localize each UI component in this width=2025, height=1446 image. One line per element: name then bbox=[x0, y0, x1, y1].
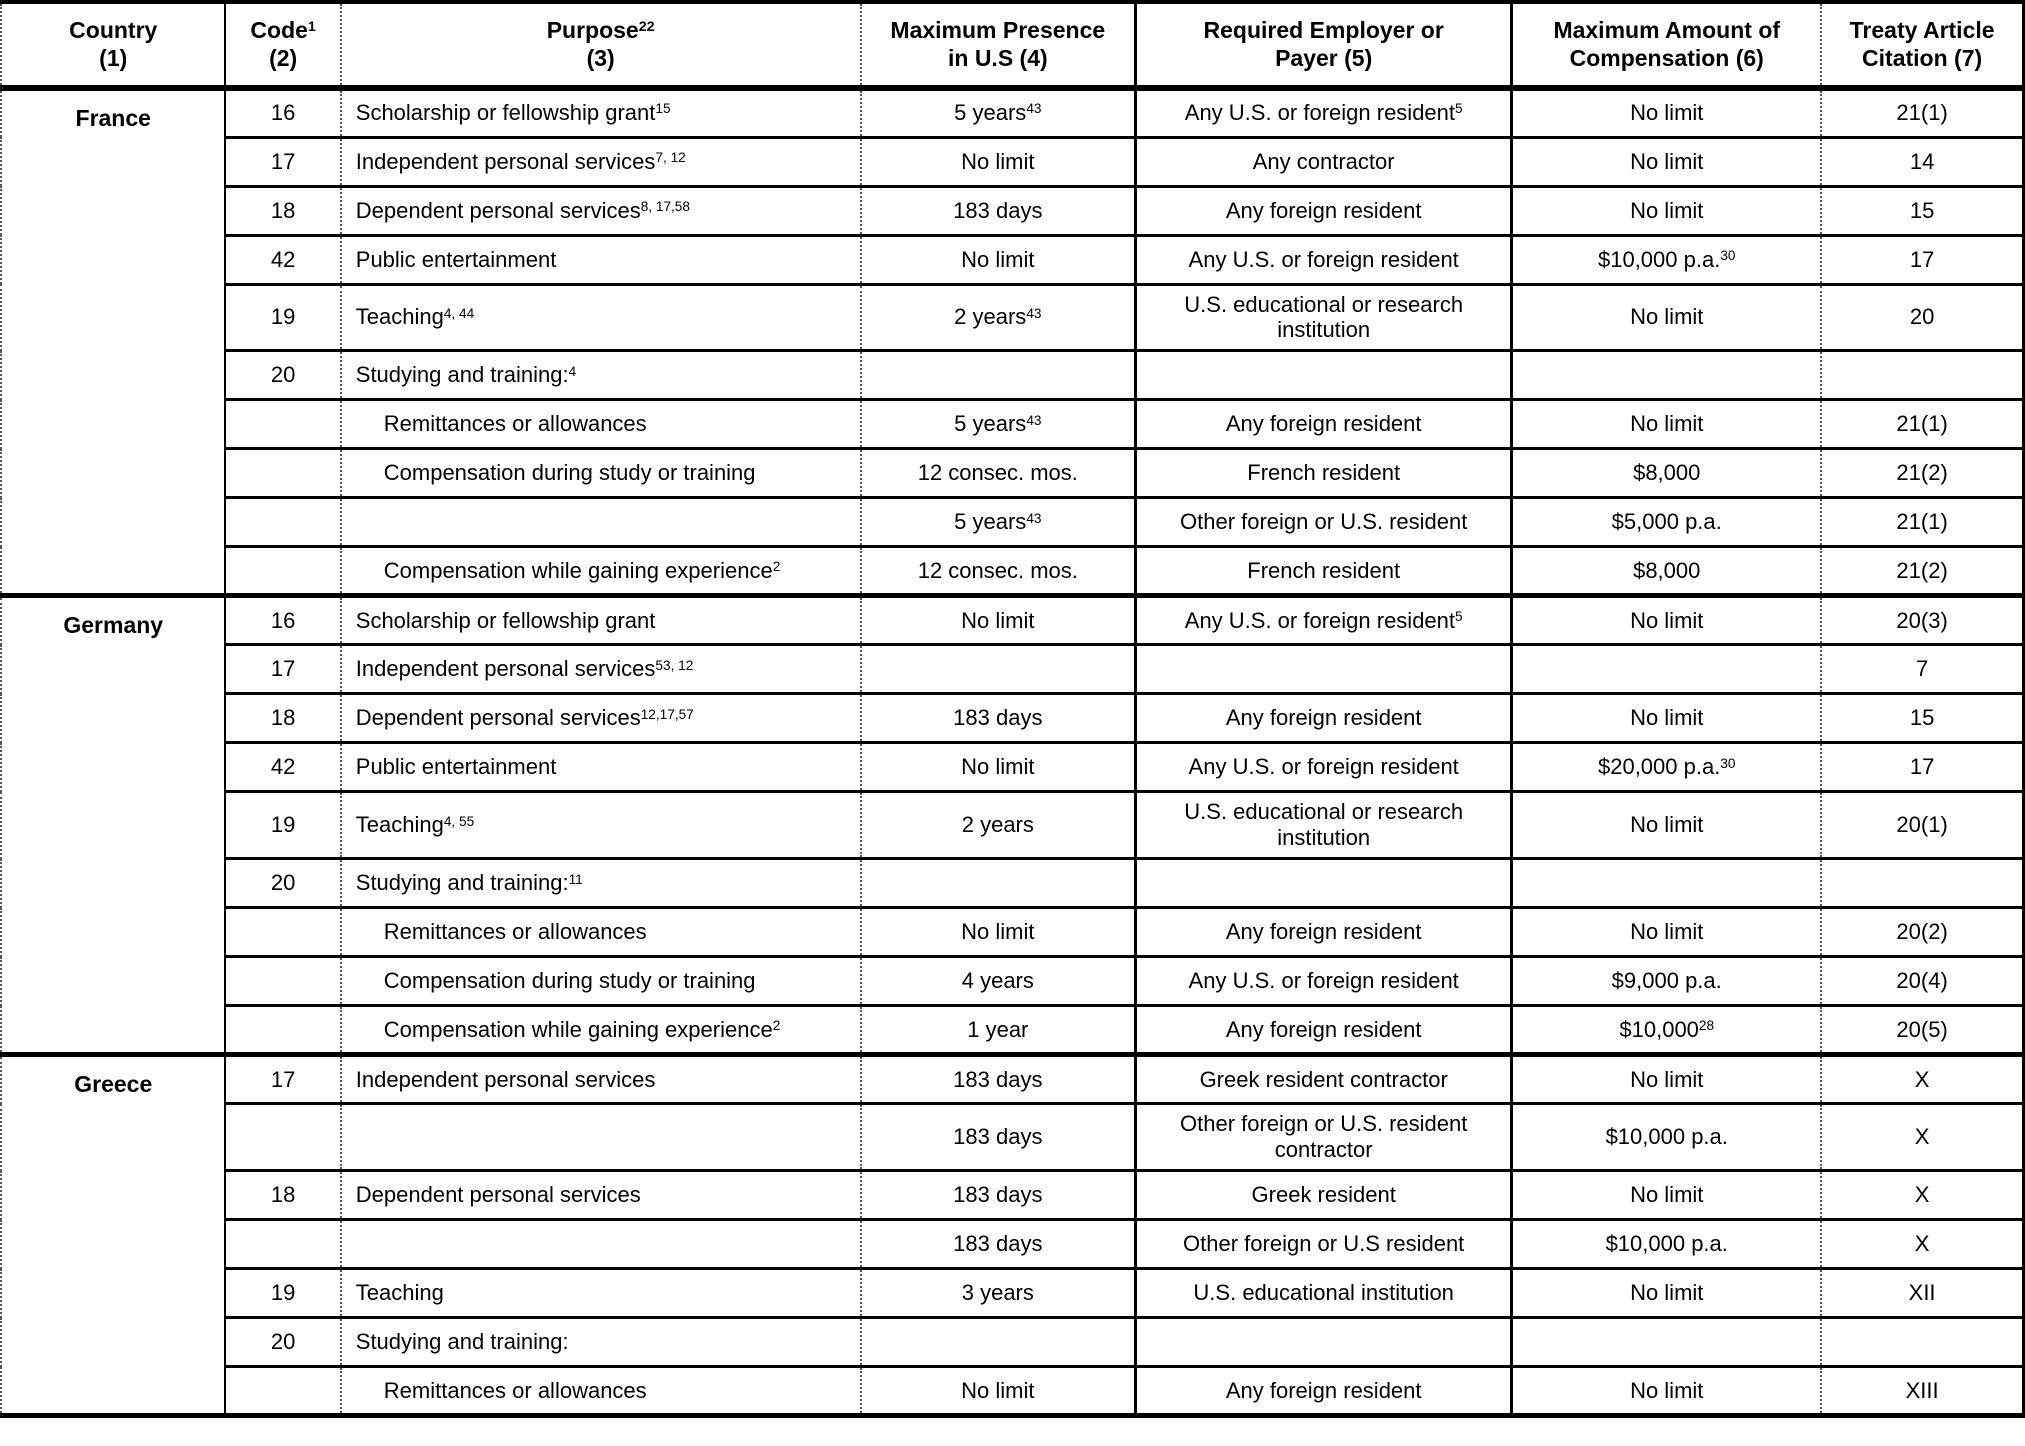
table-row bbox=[1, 137, 2024, 186]
purpose-cell: Independent personal services$^{7, 12}$ bbox=[341, 137, 861, 186]
table-row bbox=[1, 351, 2024, 400]
purpose-cell bbox=[341, 498, 861, 547]
code-cell bbox=[225, 1104, 340, 1171]
presence-cell: 12 consec. mos. bbox=[861, 449, 1136, 498]
payer-cell: U.S. educational or research institution bbox=[1136, 792, 1512, 859]
presence-cell: 12 consec. mos. bbox=[861, 547, 1136, 596]
payer-cell: Any foreign resident bbox=[1136, 1006, 1512, 1055]
footnote-superscript: 22 bbox=[638, 19, 655, 36]
code-cell bbox=[225, 1367, 340, 1416]
purpose-cell: Compensation during study or training bbox=[341, 957, 861, 1006]
table-row bbox=[1, 645, 2024, 694]
footnote-superscript: 5 bbox=[1455, 101, 1463, 117]
presence-cell: 5 years$^{43}$ bbox=[861, 400, 1136, 449]
presence-cell: 4 years bbox=[861, 957, 1136, 1006]
purpose-cell: Public entertainment bbox=[341, 743, 861, 792]
code-cell: 17 bbox=[225, 1055, 340, 1104]
presence-cell: 2 years$^{43}$ bbox=[861, 284, 1136, 351]
amount-cell: No limit bbox=[1512, 137, 1821, 186]
citation-cell bbox=[1821, 351, 2023, 400]
column-header-line: (2) bbox=[269, 44, 298, 71]
presence-cell: No limit bbox=[861, 596, 1136, 645]
purpose-cell: Dependent personal services$^{8, 17,58}$ bbox=[341, 186, 861, 235]
purpose-cell: Scholarship or fellowship grant$^{15}$ bbox=[341, 88, 861, 137]
citation-cell: 20(2) bbox=[1821, 908, 2023, 957]
purpose-cell: Teaching bbox=[341, 1269, 861, 1318]
column-header-line: in U.S (4) bbox=[947, 44, 1048, 71]
purpose-cell: Studying and training:$^4$ bbox=[341, 351, 861, 400]
citation-cell: 21(1) bbox=[1821, 400, 2023, 449]
column-header-code bbox=[225, 2, 340, 88]
citation-cell: 21(2) bbox=[1821, 547, 2023, 596]
amount-cell: $10,000 p.a. bbox=[1512, 1220, 1821, 1269]
column-header-payer bbox=[1136, 2, 1512, 88]
citation-cell: 14 bbox=[1821, 137, 2023, 186]
purpose-cell: Independent personal services$^{53, 12}$ bbox=[341, 645, 861, 694]
amount-cell: No limit bbox=[1512, 694, 1821, 743]
footnote-superscript: 43 bbox=[1026, 510, 1042, 526]
amount-cell: $8,000 bbox=[1512, 449, 1821, 498]
citation-cell: 20(5) bbox=[1821, 1006, 2023, 1055]
code-cell: 17 bbox=[225, 645, 340, 694]
payer-cell bbox=[1136, 351, 1512, 400]
column-header-line: Payer (5) bbox=[1275, 44, 1373, 71]
payer-cell: U.S. educational or research institution bbox=[1136, 284, 1512, 351]
presence-cell: 183 days bbox=[861, 186, 1136, 235]
column-header-purpose bbox=[341, 2, 861, 88]
amount-cell: No limit bbox=[1512, 596, 1821, 645]
footnote-superscript: 30 bbox=[1720, 247, 1736, 263]
citation-cell: 15 bbox=[1821, 694, 2023, 743]
footnote-superscript: 4, 55 bbox=[443, 813, 475, 829]
payer-cell: Any foreign resident bbox=[1136, 400, 1512, 449]
purpose-cell: Compensation while gaining experience$^2$ bbox=[341, 547, 861, 596]
footnote-superscript: 11 bbox=[568, 871, 583, 887]
payer-cell: Any foreign resident bbox=[1136, 908, 1512, 957]
amount-cell: $10,000$^{28}$ bbox=[1512, 1006, 1821, 1055]
code-cell bbox=[225, 449, 340, 498]
table-row bbox=[1, 694, 2024, 743]
amount-cell bbox=[1512, 1318, 1821, 1367]
code-cell: 20 bbox=[225, 351, 340, 400]
payer-cell: French resident bbox=[1136, 547, 1512, 596]
table-row bbox=[1, 235, 2024, 284]
code-cell: 20 bbox=[225, 1318, 340, 1367]
amount-cell bbox=[1512, 351, 1821, 400]
payer-cell: Other foreign or U.S resident bbox=[1136, 1220, 1512, 1269]
payer-cell bbox=[1136, 645, 1512, 694]
footnote-superscript: 7, 12 bbox=[655, 149, 686, 165]
column-header-line: Purpose$^{22}$ bbox=[546, 17, 655, 44]
column-header-line: Citation (7) bbox=[1862, 44, 1983, 71]
footnote-superscript: 12,17,57 bbox=[640, 706, 694, 722]
amount-cell: $20,000 p.a.$^{30}$ bbox=[1512, 743, 1821, 792]
purpose-cell bbox=[341, 1104, 861, 1171]
footnote-superscript: 43 bbox=[1026, 412, 1042, 428]
footnote-superscript: 1 bbox=[307, 19, 316, 36]
footnote-superscript: 2 bbox=[772, 559, 781, 575]
citation-cell: X bbox=[1821, 1104, 2023, 1171]
column-header-presence bbox=[861, 2, 1136, 88]
footnote-superscript: 4 bbox=[568, 363, 577, 379]
presence-cell: 1 year bbox=[861, 1006, 1136, 1055]
citation-cell: 20(1) bbox=[1821, 792, 2023, 859]
column-header-line: Compensation (6) bbox=[1569, 44, 1764, 71]
table-row bbox=[1, 1104, 2024, 1171]
code-cell bbox=[225, 1006, 340, 1055]
code-cell: 18 bbox=[225, 694, 340, 743]
purpose-cell: Remittances or allowances bbox=[341, 1367, 861, 1416]
amount-cell bbox=[1512, 859, 1821, 908]
citation-cell: 20(3) bbox=[1821, 596, 2023, 645]
amount-cell: No limit bbox=[1512, 284, 1821, 351]
code-cell: 20 bbox=[225, 859, 340, 908]
citation-cell: X bbox=[1821, 1055, 2023, 1104]
payer-cell: U.S. educational institution bbox=[1136, 1269, 1512, 1318]
table-row bbox=[1, 908, 2024, 957]
purpose-cell: Remittances or allowances bbox=[341, 908, 861, 957]
citation-cell: 20(4) bbox=[1821, 957, 2023, 1006]
amount-cell: $5,000 p.a. bbox=[1512, 498, 1821, 547]
table-row bbox=[1, 1220, 2024, 1269]
table-row bbox=[1, 792, 2024, 859]
presence-cell: 5 years$^{43}$ bbox=[861, 498, 1136, 547]
country-cell: Greece bbox=[1, 1055, 225, 1416]
table-header bbox=[1, 2, 2024, 88]
code-cell: 18 bbox=[225, 186, 340, 235]
code-cell: 42 bbox=[225, 235, 340, 284]
footnote-superscript: 2 bbox=[772, 1018, 781, 1034]
purpose-cell: Remittances or allowances bbox=[341, 400, 861, 449]
amount-cell: No limit bbox=[1512, 186, 1821, 235]
column-header-line: Treaty Article bbox=[1849, 17, 1995, 44]
footnote-superscript: 15 bbox=[655, 101, 671, 117]
citation-cell: X bbox=[1821, 1220, 2023, 1269]
presence-cell bbox=[861, 351, 1136, 400]
table-row bbox=[1, 1367, 2024, 1416]
presence-cell bbox=[861, 645, 1136, 694]
purpose-cell: Dependent personal services$^{12,17,57}$ bbox=[341, 694, 861, 743]
purpose-cell: Studying and training:$^{11}$ bbox=[341, 859, 861, 908]
presence-cell: 2 years bbox=[861, 792, 1136, 859]
presence-cell: No limit bbox=[861, 235, 1136, 284]
table-row bbox=[1, 547, 2024, 596]
purpose-cell: Dependent personal services bbox=[341, 1171, 861, 1220]
amount-cell: No limit bbox=[1512, 908, 1821, 957]
purpose-cell: Studying and training: bbox=[341, 1318, 861, 1367]
table-row bbox=[1, 88, 2024, 137]
payer-cell: French resident bbox=[1136, 449, 1512, 498]
code-cell bbox=[225, 908, 340, 957]
table-row bbox=[1, 1006, 2024, 1055]
presence-cell: 183 days bbox=[861, 694, 1136, 743]
code-cell: 19 bbox=[225, 792, 340, 859]
column-header-line: Code$^1$ bbox=[250, 17, 316, 44]
presence-cell bbox=[861, 859, 1136, 908]
table-row bbox=[1, 284, 2024, 351]
payer-cell: Any foreign resident bbox=[1136, 1367, 1512, 1416]
table-row bbox=[1, 449, 2024, 498]
payer-cell bbox=[1136, 1318, 1512, 1367]
citation-cell: 17 bbox=[1821, 235, 2023, 284]
column-header-line: (1) bbox=[99, 44, 128, 71]
column-header-line: (3) bbox=[586, 44, 615, 71]
payer-cell: Other foreign or U.S. resident contractor bbox=[1136, 1104, 1512, 1171]
citation-cell: 20 bbox=[1821, 284, 2023, 351]
amount-cell bbox=[1512, 645, 1821, 694]
presence-cell: 183 days bbox=[861, 1055, 1136, 1104]
amount-cell: No limit bbox=[1512, 1055, 1821, 1104]
purpose-cell: Public entertainment bbox=[341, 235, 861, 284]
footnote-superscript: 43 bbox=[1026, 101, 1042, 117]
table-row bbox=[1, 498, 2024, 547]
presence-cell: 183 days bbox=[861, 1104, 1136, 1171]
column-header-line: Country bbox=[69, 17, 158, 44]
purpose-cell: Teaching$^{4, 44}$ bbox=[341, 284, 861, 351]
table-row bbox=[1, 743, 2024, 792]
code-cell bbox=[225, 498, 340, 547]
citation-cell bbox=[1821, 859, 2023, 908]
citation-cell: 17 bbox=[1821, 743, 2023, 792]
payer-cell: Other foreign or U.S. resident bbox=[1136, 498, 1512, 547]
code-cell: 16 bbox=[225, 88, 340, 137]
payer-cell: Any contractor bbox=[1136, 137, 1512, 186]
footnote-superscript: 53, 12 bbox=[655, 657, 694, 673]
presence-cell: No limit bbox=[861, 137, 1136, 186]
payer-cell bbox=[1136, 859, 1512, 908]
payer-cell: Any U.S. or foreign resident$^5$ bbox=[1136, 88, 1512, 137]
payer-cell: Greek resident bbox=[1136, 1171, 1512, 1220]
payer-cell: Any U.S. or foreign resident bbox=[1136, 743, 1512, 792]
payer-cell: Any foreign resident bbox=[1136, 694, 1512, 743]
presence-cell bbox=[861, 1318, 1136, 1367]
table-body bbox=[1, 88, 2024, 1416]
table-row bbox=[1, 596, 2024, 645]
code-cell bbox=[225, 400, 340, 449]
citation-cell: 7 bbox=[1821, 645, 2023, 694]
purpose-cell: Compensation during study or training bbox=[341, 449, 861, 498]
country-cell: France bbox=[1, 88, 225, 596]
table-row bbox=[1, 400, 2024, 449]
payer-cell: Any U.S. or foreign resident bbox=[1136, 235, 1512, 284]
presence-cell: No limit bbox=[861, 743, 1136, 792]
country-cell: Germany bbox=[1, 596, 225, 1055]
footnote-superscript: 8, 17,58 bbox=[640, 198, 690, 214]
table-row bbox=[1, 957, 2024, 1006]
code-cell: 16 bbox=[225, 596, 340, 645]
citation-cell bbox=[1821, 1318, 2023, 1367]
code-cell: 42 bbox=[225, 743, 340, 792]
footnote-superscript: 43 bbox=[1026, 305, 1042, 321]
citation-cell: XII bbox=[1821, 1269, 2023, 1318]
presence-cell: 183 days bbox=[861, 1220, 1136, 1269]
purpose-cell: Independent personal services bbox=[341, 1055, 861, 1104]
code-cell bbox=[225, 957, 340, 1006]
amount-cell: No limit bbox=[1512, 1171, 1821, 1220]
purpose-cell: Teaching$^{4, 55}$ bbox=[341, 792, 861, 859]
footnote-superscript: 30 bbox=[1720, 755, 1736, 771]
payer-cell: Greek resident contractor bbox=[1136, 1055, 1512, 1104]
presence-cell: 183 days bbox=[861, 1171, 1136, 1220]
amount-cell: $10,000 p.a. bbox=[1512, 1104, 1821, 1171]
code-cell bbox=[225, 547, 340, 596]
table-row bbox=[1, 1171, 2024, 1220]
column-header-line: Maximum Presence bbox=[890, 17, 1106, 44]
footnote-superscript: 5 bbox=[1455, 609, 1463, 625]
purpose-cell: Compensation while gaining experience$^2$ bbox=[341, 1006, 861, 1055]
column-header-amount bbox=[1512, 2, 1821, 88]
table-row bbox=[1, 859, 2024, 908]
table-row bbox=[1, 1318, 2024, 1367]
amount-cell: No limit bbox=[1512, 1269, 1821, 1318]
footnote-superscript: 4, 44 bbox=[443, 305, 475, 321]
code-cell: 19 bbox=[225, 1269, 340, 1318]
citation-cell: 15 bbox=[1821, 186, 2023, 235]
column-header-citation bbox=[1821, 2, 2023, 88]
column-header-country bbox=[1, 2, 225, 88]
amount-cell: $9,000 p.a. bbox=[1512, 957, 1821, 1006]
column-header-line: Required Employer or bbox=[1203, 17, 1444, 44]
code-cell bbox=[225, 1220, 340, 1269]
column-header-line: Maximum Amount of bbox=[1553, 17, 1781, 44]
citation-cell: 21(2) bbox=[1821, 449, 2023, 498]
amount-cell: No limit bbox=[1512, 792, 1821, 859]
code-cell: 17 bbox=[225, 137, 340, 186]
amount-cell: $10,000 p.a.$^{30}$ bbox=[1512, 235, 1821, 284]
presence-cell: 3 years bbox=[861, 1269, 1136, 1318]
payer-cell: Any U.S. or foreign resident bbox=[1136, 957, 1512, 1006]
code-cell: 18 bbox=[225, 1171, 340, 1220]
citation-cell: XIII bbox=[1821, 1367, 2023, 1416]
payer-cell: Any U.S. or foreign resident$^5$ bbox=[1136, 596, 1512, 645]
presence-cell: No limit bbox=[861, 908, 1136, 957]
citation-cell: X bbox=[1821, 1171, 2023, 1220]
citation-cell: 21(1) bbox=[1821, 498, 2023, 547]
purpose-cell bbox=[341, 1220, 861, 1269]
presence-cell: No limit bbox=[861, 1367, 1136, 1416]
amount-cell: No limit bbox=[1512, 88, 1821, 137]
presence-cell: 5 years$^{43}$ bbox=[861, 88, 1136, 137]
amount-cell: $8,000 bbox=[1512, 547, 1821, 596]
footnote-superscript: 28 bbox=[1698, 1018, 1715, 1034]
amount-cell: No limit bbox=[1512, 1367, 1821, 1416]
citation-cell: 21(1) bbox=[1821, 88, 2023, 137]
payer-cell: Any foreign resident bbox=[1136, 186, 1512, 235]
table-row bbox=[1, 186, 2024, 235]
amount-cell: No limit bbox=[1512, 400, 1821, 449]
code-cell: 19 bbox=[225, 284, 340, 351]
table-row bbox=[1, 1055, 2024, 1104]
table-row bbox=[1, 1269, 2024, 1318]
purpose-cell: Scholarship or fellowship grant bbox=[341, 596, 861, 645]
header-row bbox=[1, 2, 2024, 88]
